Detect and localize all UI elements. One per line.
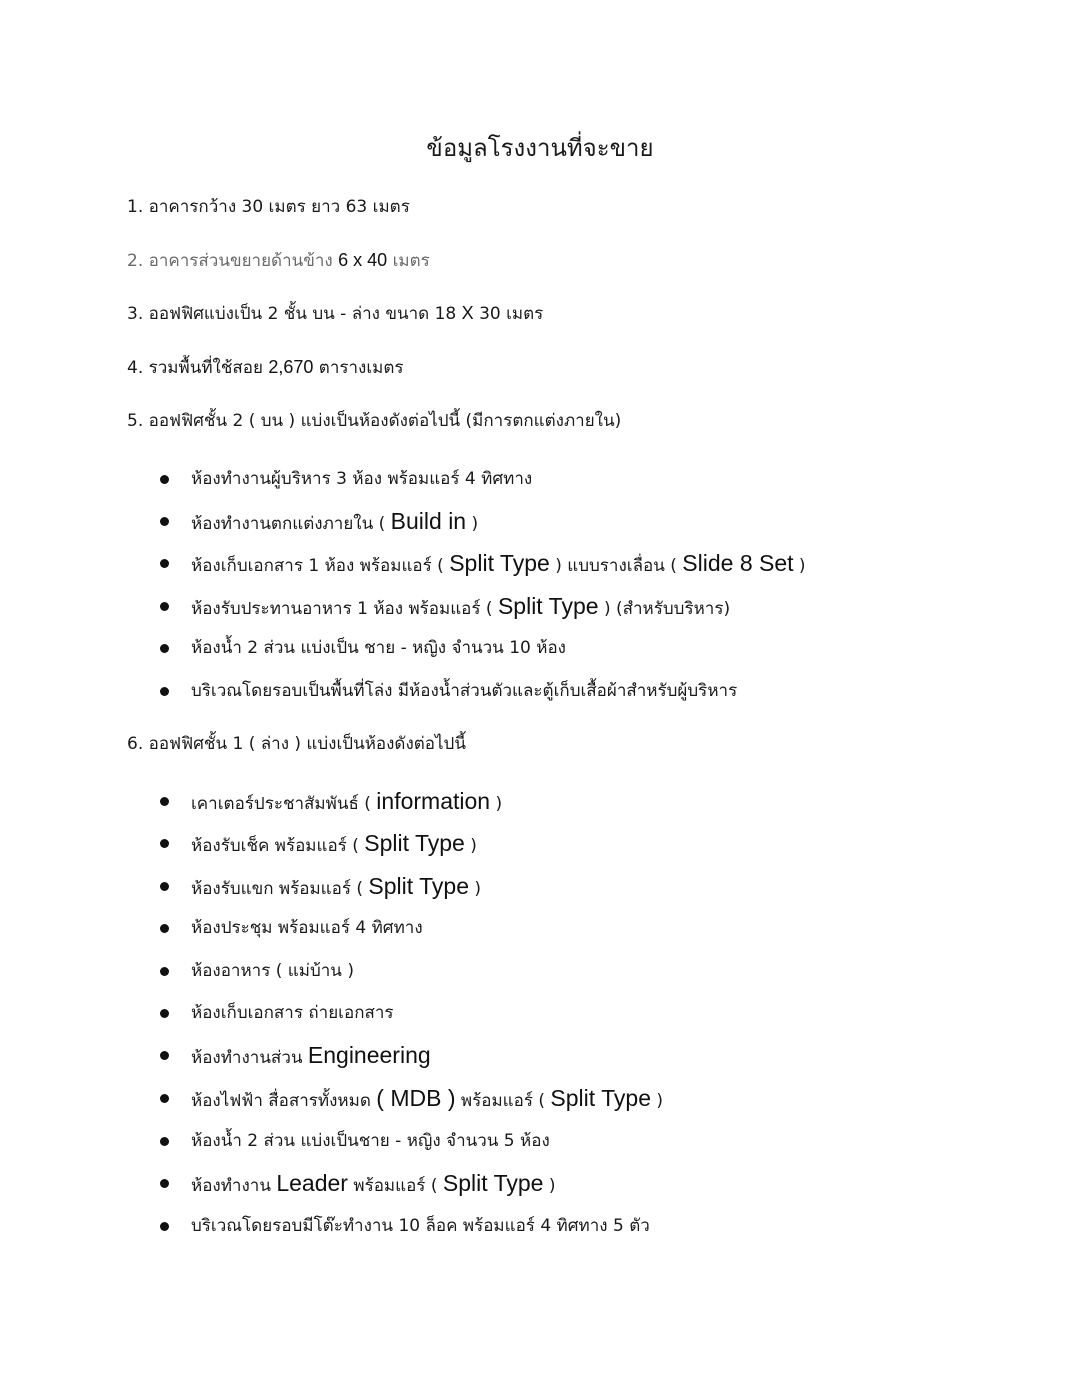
text-run: 4. รวมพื้นที่ใช้สอย xyxy=(127,358,269,378)
text-run: พร้อมแอร์ ( xyxy=(455,1091,551,1111)
bullet-icon xyxy=(160,839,169,848)
text-run: ห้องเก็บเอกสาร ถ่ายเอกสาร xyxy=(191,1003,394,1023)
highlighted-text: Build in xyxy=(390,508,467,534)
list-item-text xyxy=(191,508,478,537)
item-2 xyxy=(127,248,430,273)
bullet-icon xyxy=(160,924,169,933)
text-run: ห้องทำงานผู้บริหาร 3 ห้อง พร้อมแอร์ 4 ทิศทาง xyxy=(191,469,533,489)
text-run: เคาเตอร์ประชาสัมพันธ์ ( xyxy=(191,794,377,814)
list-item-text xyxy=(191,593,730,622)
bullet-icon xyxy=(160,1009,169,1018)
text-run: ) xyxy=(651,1091,664,1111)
highlighted-text: ( MDB ) xyxy=(376,1085,456,1111)
text-run: ) xyxy=(464,836,477,856)
highlighted-text: Split Type xyxy=(550,1085,652,1111)
highlighted-text: 2,670 xyxy=(268,357,314,377)
item-3 xyxy=(127,301,543,326)
list-item-text xyxy=(191,1000,394,1026)
highlighted-text: Split Type xyxy=(442,1170,544,1196)
text-run: ห้องทำงานส่วน xyxy=(191,1048,308,1068)
text-run: ) (สำหรับบริหาร) xyxy=(598,599,731,619)
bullet-icon xyxy=(160,644,169,653)
highlighted-text: Split Type xyxy=(497,593,599,619)
text-run: ห้องน้ำ 2 ส่วน แบ่งเป็นชาย - หญิง จำนวน 5 ห้อง xyxy=(191,1131,550,1151)
text-run: ) แบบรางเลื่อน ( xyxy=(549,556,683,576)
list-item-text xyxy=(191,550,806,579)
list-item-text xyxy=(191,1128,550,1154)
list-item-text xyxy=(191,1213,650,1239)
bullet-icon xyxy=(160,559,169,568)
bullet-icon xyxy=(160,1137,169,1146)
text-run: ห้องเก็บเอกสาร 1 ห้อง พร้อมแอร์ ( xyxy=(191,556,450,576)
item-5 xyxy=(127,409,621,433)
document-title: ข้อมูลโรงงานที่จะขาย xyxy=(426,134,654,162)
bullet-icon xyxy=(160,517,169,526)
text-run: บริเวณโดยรอบเป็นพื้นที่โล่ง มีห้องน้ำส่วนตัวและตู้เก็บเสื้อผ้าสำหรับผู้บริหาร xyxy=(191,681,738,701)
highlighted-text: X xyxy=(461,303,474,323)
bullet-icon xyxy=(160,687,169,696)
item-6 xyxy=(127,732,466,756)
text-run: บริเวณโดยรอบมีโต๊ะทำงาน 10 ล็อค พร้อมแอร์ 4 ทิศทาง 5 ตัว xyxy=(191,1216,650,1236)
list-item-text xyxy=(191,958,354,984)
item-4 xyxy=(127,355,404,380)
bullet-icon xyxy=(160,602,169,611)
text-run: 30 เมตร xyxy=(473,304,544,324)
text-run: 3. ออฟฟิศแบ่งเป็น 2 ชั้น บน - ล่าง ขนาด 18 xyxy=(127,304,462,324)
list-item-text xyxy=(191,1085,663,1114)
list-item-text xyxy=(191,915,423,941)
text-run: 5. ออฟฟิศชั้น 2 ( บน ) แบ่งเป็นห้องดังต่อไปนี้ (มีการตกแต่งภายใน) xyxy=(127,411,622,431)
highlighted-text: Split Type xyxy=(368,873,469,899)
list-item-text xyxy=(191,1170,556,1199)
bullet-icon xyxy=(160,1222,169,1231)
text-run: ) xyxy=(466,514,479,534)
text-run: ห้องไฟฟ้า สื่อสารทั้งหมด xyxy=(191,1091,377,1111)
text-run: 2. อาคารส่วนขยายด้านข้าง xyxy=(127,251,339,271)
bullet-icon xyxy=(160,882,169,891)
bullet-icon xyxy=(160,1051,169,1060)
text-run: ห้องรับเช็ค พร้อมแอร์ ( xyxy=(191,836,365,856)
item-1 xyxy=(127,195,410,219)
list-item-text xyxy=(191,678,737,704)
text-run: ห้องรับประทานอาหาร 1 ห้อง พร้อมแอร์ ( xyxy=(191,599,498,619)
list-item-text xyxy=(191,1042,431,1071)
text-run: ห้องทำงานตกแต่งภายใน ( xyxy=(191,514,391,534)
list-item-text xyxy=(191,635,566,661)
highlighted-text: Engineering xyxy=(307,1042,431,1068)
text-run: พร้อมแอร์ ( xyxy=(347,1176,443,1196)
list-item-text xyxy=(191,466,532,492)
bullet-icon xyxy=(160,797,169,806)
bullet-icon xyxy=(160,967,169,976)
text-run: ) xyxy=(469,879,482,899)
highlighted-text: 6 x 40 xyxy=(338,250,388,270)
text-run: ห้องทำงาน xyxy=(191,1176,277,1196)
text-run: ) xyxy=(490,794,503,814)
text-run: ห้องรับแขก พร้อมแอร์ ( xyxy=(191,879,369,899)
highlighted-text: Slide 8 Set xyxy=(682,550,794,576)
text-run: ) xyxy=(793,556,806,576)
bullet-icon xyxy=(160,1179,169,1188)
text-run: ห้องประชุม พร้อมแอร์ 4 ทิศทาง xyxy=(191,918,423,938)
text-run: ) xyxy=(543,1176,556,1196)
text-run: เมตร xyxy=(387,251,430,271)
text-run: 6. ออฟฟิศชั้น 1 ( ล่าง ) แบ่งเป็นห้องดังต่อไปนี้ xyxy=(127,734,466,754)
list-item-text xyxy=(191,873,481,902)
text-run: ห้องอาหาร ( แม่บ้าน ) xyxy=(191,961,354,981)
highlighted-text: Split Type xyxy=(449,550,550,576)
highlighted-text: Split Type xyxy=(364,830,465,856)
text-run: ตารางเมตร xyxy=(313,358,404,378)
bullet-icon xyxy=(160,1094,169,1103)
highlighted-text: information xyxy=(376,788,491,814)
text-run: ห้องน้ำ 2 ส่วน แบ่งเป็น ชาย - หญิง จำนวน 10 ห้อง xyxy=(191,638,566,658)
highlighted-text: Leader xyxy=(276,1170,348,1196)
list-item-text xyxy=(191,830,477,859)
bullet-icon xyxy=(160,475,169,484)
text-run: 1. อาคารกว้าง 30 เมตร ยาว 63 เมตร xyxy=(127,197,410,217)
list-item-text xyxy=(191,788,502,817)
